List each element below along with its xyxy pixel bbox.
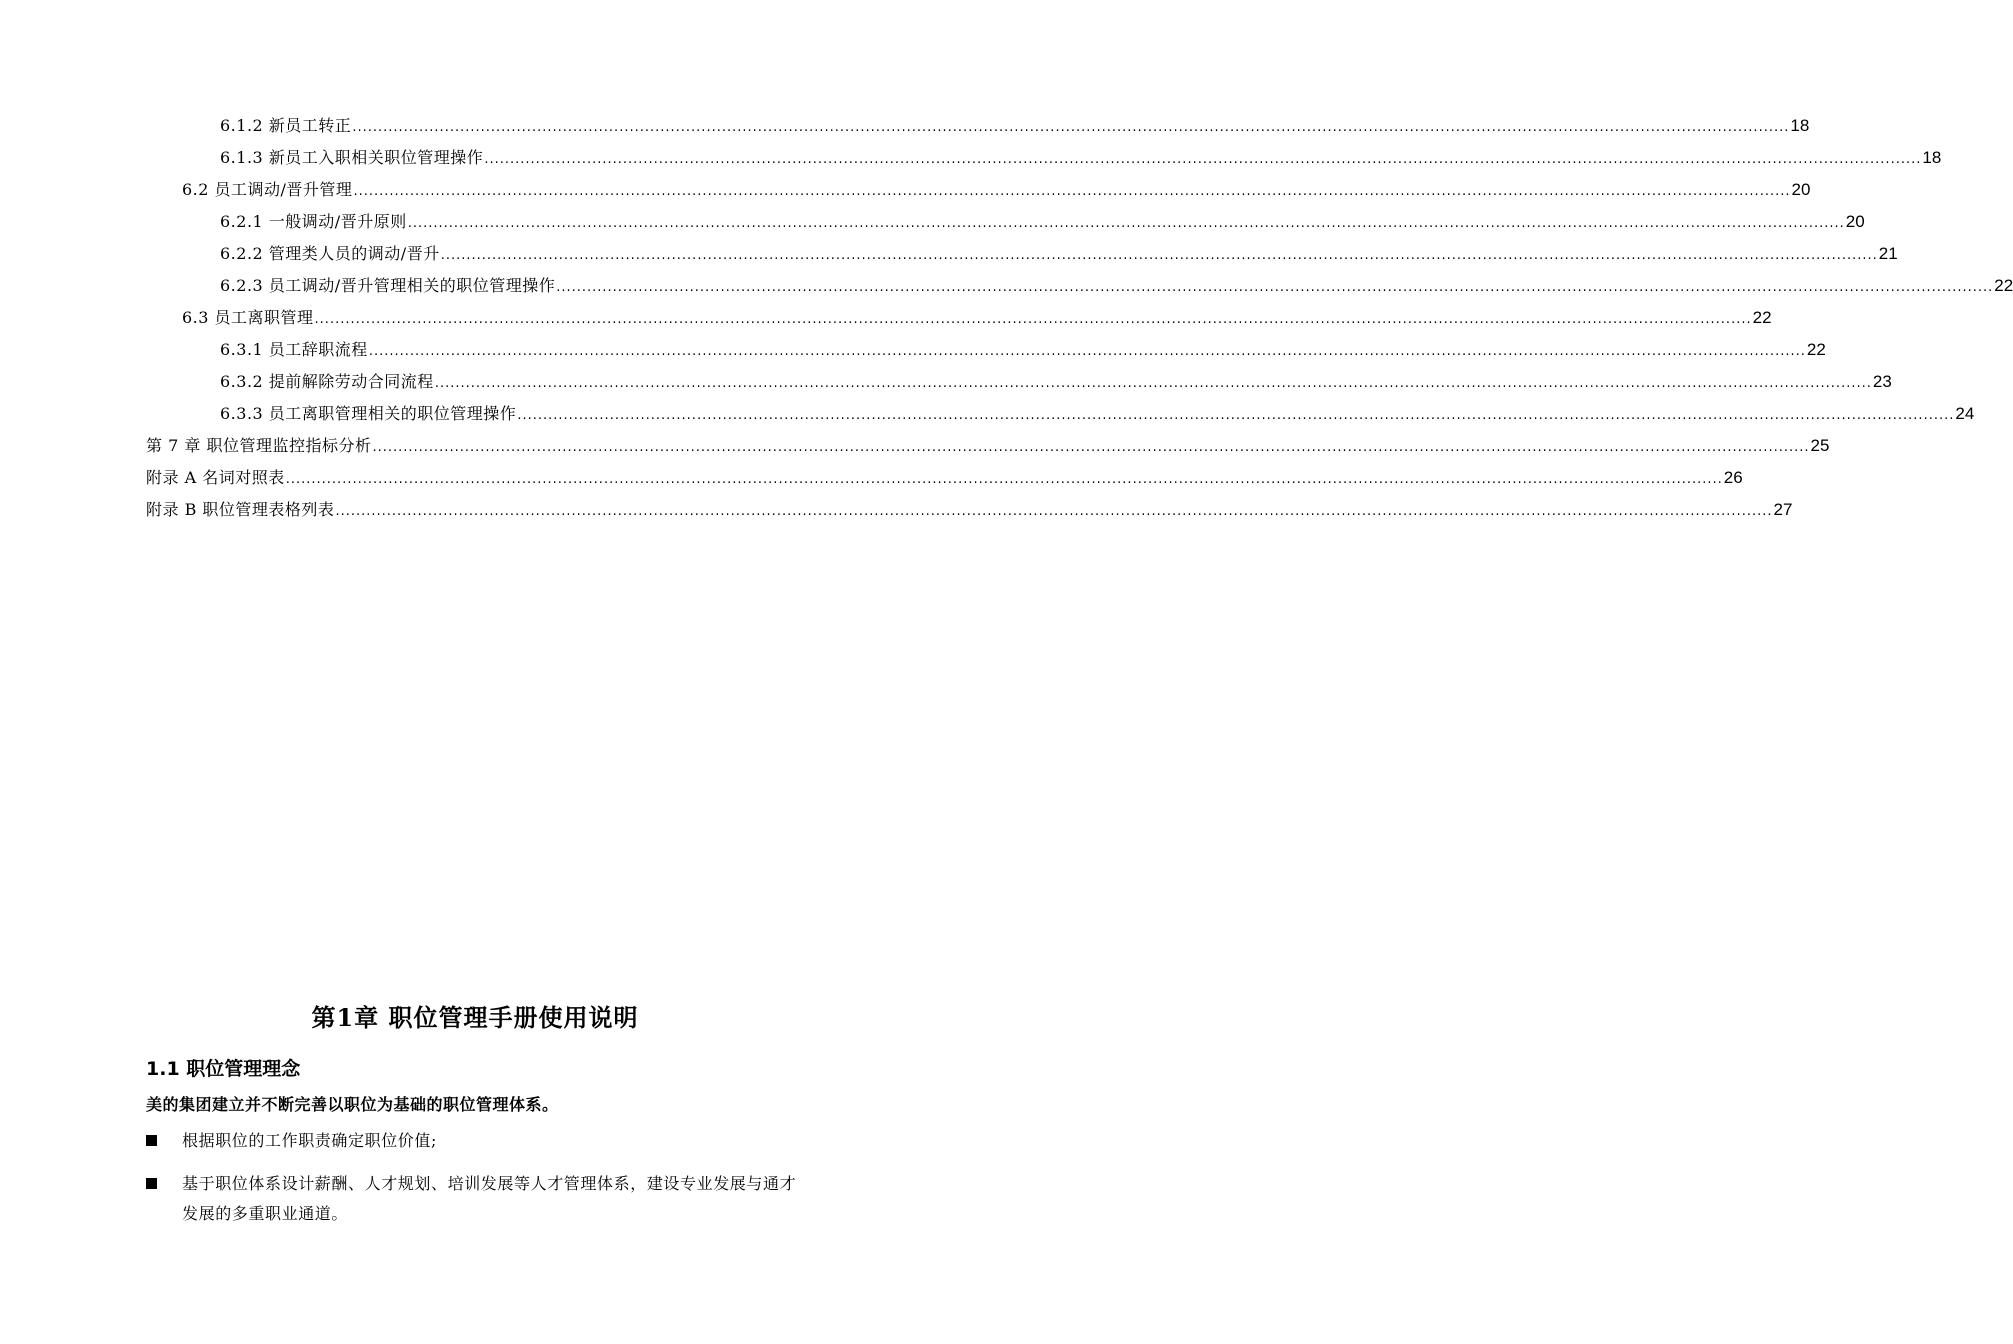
- toc-entry-6-1-2[interactable]: [220, 114, 1810, 138]
- toc-page-number: 22: [1806, 340, 1826, 359]
- toc-dot-leader: ........................................................................................................................................................................................................................................................................................: [353, 184, 1791, 199]
- toc-entry-title: 6.2.2 管理类人员的调动/晋升: [220, 244, 440, 263]
- toc-page-number: 20: [1791, 180, 1811, 199]
- bullet-text: 基于职位体系设计薪酬、人才规划、培训发展等人才管理体系，建设专业发展与通才发展的多重职业通道。: [182, 1174, 797, 1223]
- toc-entry-6-2-2[interactable]: [220, 242, 1898, 266]
- toc-dot-leader: ........................................................................................................................................................................................................................................................................................: [335, 504, 1773, 519]
- section-heading: 1.1 职位管理理念: [146, 1058, 301, 1080]
- square-bullet-icon: [146, 1178, 157, 1189]
- toc-entry-title: 6.3.2 提前解除劳动合同流程: [220, 372, 434, 391]
- chapter-title: 第1章 职位管理手册使用说明: [311, 1003, 639, 1032]
- toc-entry-title: 6.2.1 一般调动/晋升原则: [220, 212, 407, 231]
- toc-entry-title: 6.1.3 新员工入职相关职位管理操作: [220, 148, 484, 167]
- toc-page-number: 24: [1955, 404, 1975, 423]
- square-bullet-icon: [146, 1135, 157, 1146]
- bullet-item: [146, 1169, 806, 1229]
- toc-page-number: 23: [1872, 372, 1892, 391]
- toc-entry-title: 6.3.1 员工辞职流程: [220, 340, 368, 359]
- toc-entry-appendix-b[interactable]: [146, 498, 1793, 522]
- toc-page-number: 18: [1790, 116, 1810, 135]
- toc-entry-6-2[interactable]: [182, 178, 1811, 202]
- toc-entry-6-3-2[interactable]: [220, 370, 1892, 394]
- toc-entry-title: 6.2 员工调动/晋升管理: [182, 180, 353, 199]
- intro-paragraph: 美的集团建立并不断完善以职位为基础的职位管理体系。: [146, 1095, 559, 1114]
- toc-dot-leader: ........................................................................................................................................................................................................................................................................................: [285, 472, 1723, 487]
- toc-entry-appendix-a[interactable]: [146, 466, 1743, 490]
- toc-entry-6-1-3[interactable]: [220, 146, 1942, 170]
- toc-dot-leader: ........................................................................................................................................................................................................................................................................................: [407, 216, 1845, 231]
- toc-entry-title: 附录 A 名词对照表: [146, 468, 285, 487]
- toc-dot-leader: ........................................................................................................................................................................................................................................................................................: [517, 408, 1955, 423]
- toc-page-number: 20: [1845, 212, 1865, 231]
- toc-page-number: 22: [1994, 276, 2013, 295]
- toc-page-number: 27: [1773, 500, 1793, 519]
- toc-entry-title: 6.2.3 员工调动/晋升管理相关的职位管理操作: [220, 276, 556, 295]
- toc-dot-leader: ........................................................................................................................................................................................................................................................................................: [440, 248, 1878, 263]
- bullet-text: 根据职位的工作职责确定职位价值;: [182, 1131, 437, 1150]
- toc-entry-6-3-3[interactable]: [220, 402, 1975, 426]
- toc-dot-leader: ........................................................................................................................................................................................................................................................................................: [484, 152, 1922, 167]
- toc-entry-title: 附录 B 职位管理表格列表: [146, 500, 335, 519]
- toc-dot-leader: ........................................................................................................................................................................................................................................................................................: [368, 344, 1806, 359]
- toc-page-number: 26: [1723, 468, 1743, 487]
- toc-page-number: 22: [1752, 308, 1772, 327]
- toc-page-number: 21: [1878, 244, 1898, 263]
- toc-entry-6-3[interactable]: [182, 306, 1772, 330]
- bullet-item: [146, 1126, 806, 1156]
- toc-page-number: 25: [1810, 436, 1830, 455]
- toc-entry-6-2-1[interactable]: [220, 210, 1865, 234]
- toc-entry-title: 6.3.3 员工离职管理相关的职位管理操作: [220, 404, 517, 423]
- toc-dot-leader: ........................................................................................................................................................................................................................................................................................: [434, 376, 1872, 391]
- toc-dot-leader: ........................................................................................................................................................................................................................................................................................: [556, 280, 1994, 295]
- toc-dot-leader: ........................................................................................................................................................................................................................................................................................: [352, 120, 1790, 135]
- toc-page-number: 18: [1922, 148, 1942, 167]
- toc-dot-leader: ........................................................................................................................................................................................................................................................................................: [372, 440, 1810, 455]
- toc-entry-chapter-7[interactable]: [146, 434, 1830, 458]
- toc-dot-leader: ........................................................................................................................................................................................................................................................................................: [314, 312, 1752, 327]
- toc-entry-title: 6.3 员工离职管理: [182, 308, 314, 327]
- toc-entry-6-2-3[interactable]: [220, 274, 2013, 298]
- toc-entry-title: 6.1.2 新员工转正: [220, 116, 352, 135]
- toc-entry-title: 第 7 章 职位管理监控指标分析: [146, 436, 372, 455]
- toc-entry-6-3-1[interactable]: [220, 338, 1826, 362]
